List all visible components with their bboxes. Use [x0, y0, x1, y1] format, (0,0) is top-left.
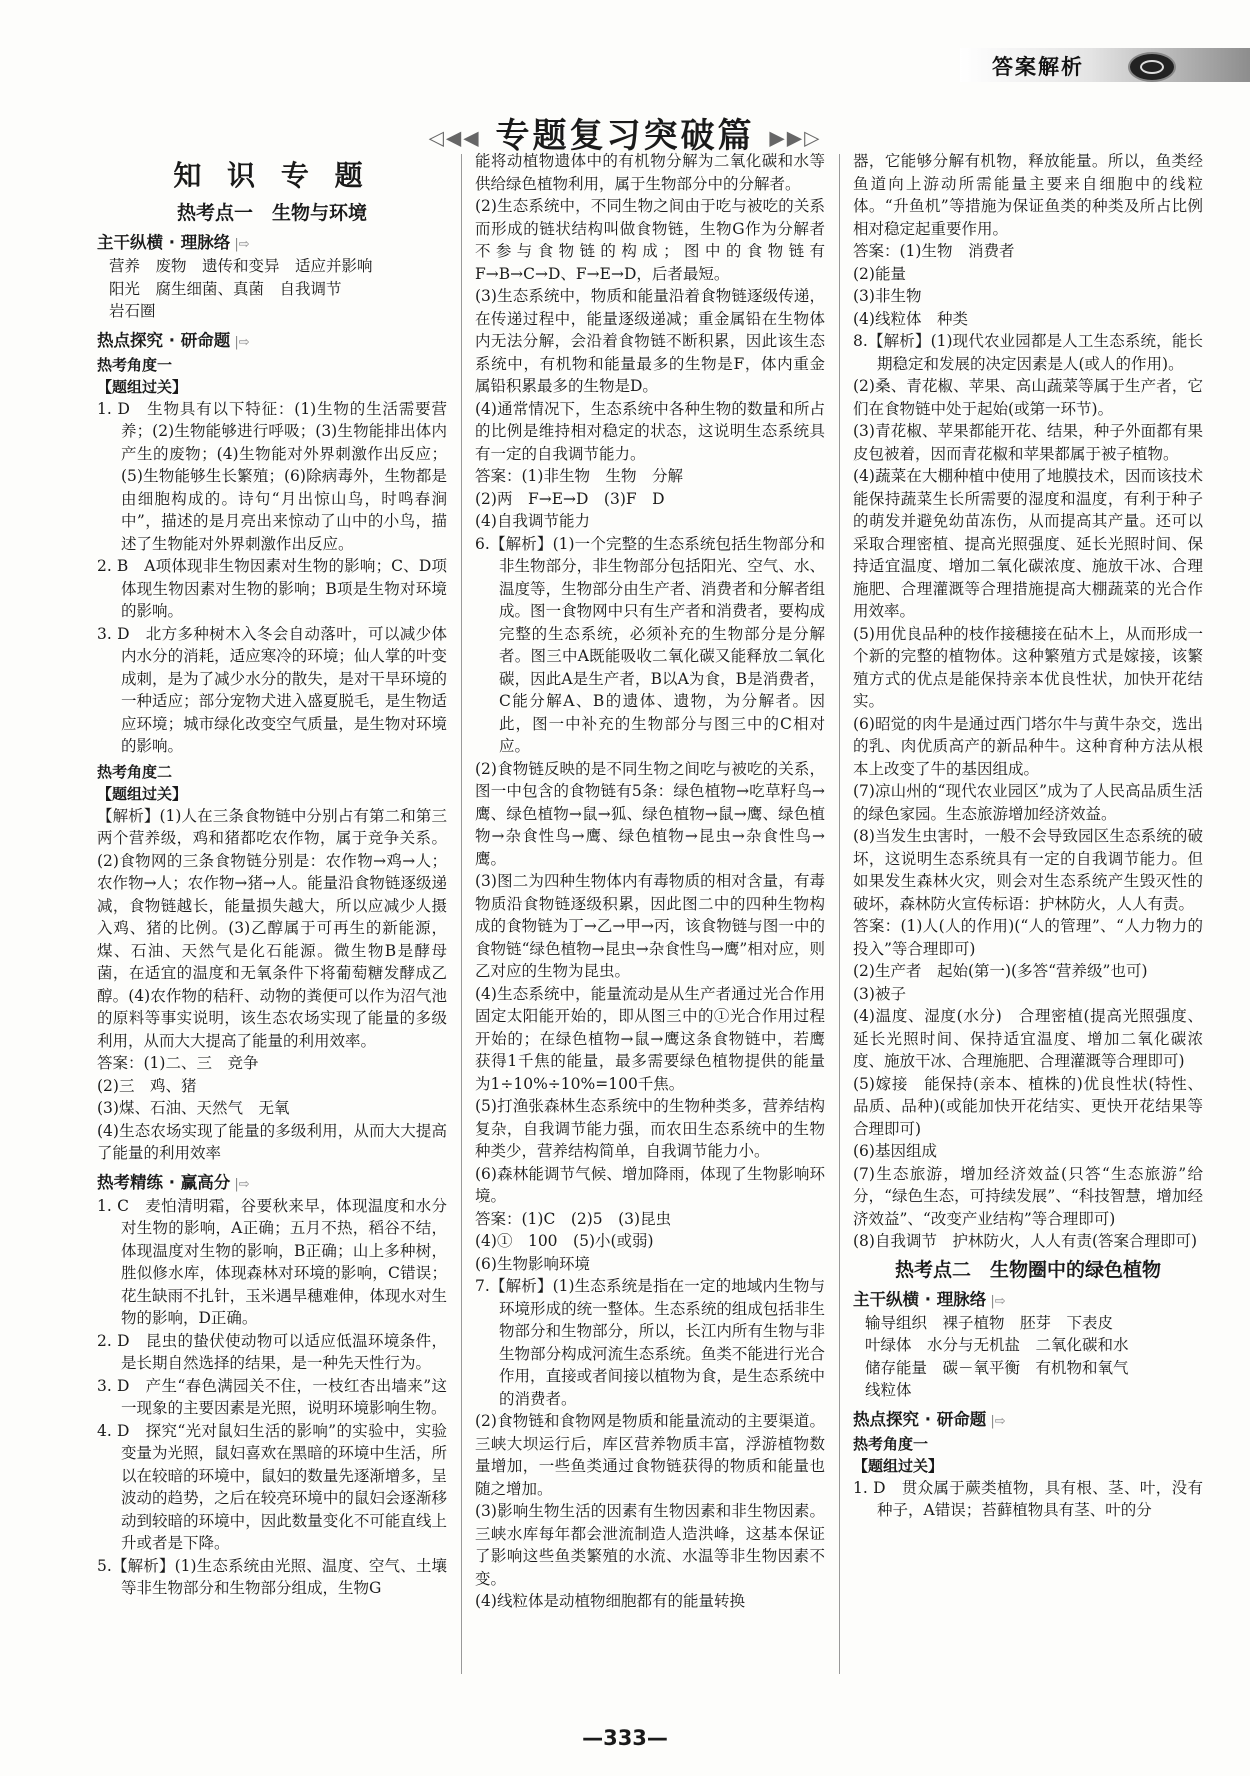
group-heading: 【题组过关】 [853, 1456, 944, 1475]
right-arrows-icon: ▶▶▷ [769, 125, 822, 150]
content-columns [97, 150, 1235, 1680]
column-3 [853, 150, 1203, 1680]
answer-line: (3)被子 [853, 984, 906, 1003]
analysis-paragraph: 6.【解析】(1)一个完整的生态系统包括生物部分和非生物部分，非生物部分包括阳光、空气、水、温度等，生物部分由生产者、消费者和分解者组成。图一食物网中只有生产者和消费者，要构成完整的生态系统，必须补充的生物部分是分解者。图三中A既能吸收二氧化碳又能释放二氧化碳，因此A是生产者，B以A为食，B是消费者，C能分解A、B的遗体、遗物，为分解者。因此，图一中补充的生物部分与图三中的C相对应。 [475, 534, 825, 755]
answer-line: (2)三 鸡、猪 [97, 1076, 197, 1095]
answer-paragraph: 1. D 贯众属于蕨类植物，具有根、茎、叶，没有种子，A错误；苔藓植物具有茎、叶的分 [853, 1478, 1203, 1519]
answer-line: (8)自我调节 护林防火，人人有责(答案合理即可) [853, 1232, 1198, 1250]
analysis-paragraph: 7.【解析】(1)生态系统是指在一定的地域内生物与环境形成的统一整体。生态系统的组成包括非生物部分和生物部分，所以，长江内所有生物与非生物部分构成河流生态系统。鱼类不能进行光合作用，直接或者间接以植物为食，是生态系统中的消费者。 [475, 1277, 825, 1408]
keyword-line: 线粒体 [865, 1381, 912, 1399]
answer-line: (4)线粒体 种类 [853, 309, 968, 328]
keyword-line: 岩石圈 [109, 302, 156, 320]
analysis-paragraph: (4)通常情况下，生态系统中各种生物的数量和所占的比例是维持相对稳定的状态，这说明生态系统具有一定的自我调节能力。 [475, 399, 825, 463]
page-banner [0, 108, 1250, 156]
answer-line: (6)基因组成 [853, 1142, 937, 1160]
analysis-paragraph: (5)打渔张森林生态系统中的生物种类多，营养结构复杂，自我调节能力强，而农田生态系统中的生物种类少，营养结构简单，自我调节能力小。 [475, 1097, 825, 1160]
analysis-paragraph: (3)影响生物生活的因素有生物因素和非生物因素。三峡水库每年都会泄流制造人造洪峰，这基本保证了影响这些鱼类繁殖的水流、水温等非生物因素不变。 [475, 1502, 825, 1588]
analysis-paragraph: (3)青花椒、苹果都能开花、结果，种子外面都有果皮包被着，因而青花椒和苹果都属于被子植物。 [853, 422, 1203, 463]
angle-heading: 热考角度一 [853, 1434, 929, 1453]
answer-line: 答案：(1)人(人的作用)(“人的管理”、“人力物力的投入”等合理即可) [853, 917, 1203, 958]
header-tab [960, 48, 1250, 82]
analysis-paragraph: (3)图二为四种生物体内有毒物质的相对含量，有毒物质沿食物链逐级积累，因此图二中的四种生物构成的食物链为丁→乙→甲→丙，该食物链与图一中的食物链“绿色植物→昆虫→杂食性鸟→鹰”相对应，则乙对应的生物为昆虫。 [475, 872, 825, 980]
answer-line: (5)嫁接 能保持(亲本、植株的)优良性状(特性、品质、品种)(或能加快开花结实、更快开花结果等合理即可) [853, 1074, 1203, 1138]
keyword-line: 营养 废物 遗传和变异 适应并影响 [109, 257, 373, 275]
analysis-paragraph: (2)生态系统中，不同生物之间由于吃与被吃的关系而形成的链状结构叫做食物链，生物G作为分解者不参与食物链的构成；图中的食物链有F→B→C→D、F→E→D，后者最短。 [475, 197, 825, 283]
analysis-paragraph: 能将动植物遗体中的有机物分解为二氧化碳和水等供给绿色植物利用，属于生物部分中的分解者。 [475, 152, 825, 193]
page-number: —333— [582, 1726, 668, 1750]
hotpoint-title: 热考点一 生物与环境 [176, 202, 367, 224]
answer-line: (4)温度、湿度(水分) 合理密植(提高光照强度、延长光照时间、保持适宜温度、增加二氧化碳浓度、施放干冰、合理施肥、合理灌溉等合理即可) [853, 1007, 1203, 1070]
answer-paragraph: 1. D 生物具有以下特征：(1)生物的生活需要营养；(2)生物能够进行呼吸；(3)生物能排出体内产生的废物；(4)生物能对外界刺激作出反应；(5)生物能够生长繁殖；(6)除病毒外，生物都是由细胞构成的。诗句“月出惊山鸟，时鸣春涧中”，描述的是月亮出来惊动了山中的小鸟，描述了生物能对外界刺激作出反应。 [97, 399, 447, 553]
analysis-paragraph: 8.【解析】(1)现代农业园都是人工生态系统，能长期稳定和发展的决定因素是人(或人的作用)。 [853, 332, 1203, 373]
subsection-heading: 热点探究 · 研命题 |⇨ [853, 1406, 1203, 1430]
answer-paragraph: 3. D 北方多种树木入冬会自动落叶，可以减少体内水分的消耗，适应寒冷的环境；仙人掌的叶变成刺，是为了减少水分的散失，是对干旱环境的一种适应；部分宠物犬进入盛夏脱毛，是生物适应环境；城市绿化改变空气质量，是生物对环境的影响。 [97, 624, 447, 755]
analysis-paragraph: 器，它能够分解有机物，释放能量。所以，鱼类经鱼道向上游动所需能量主要来自细胞中的线粒体。“升鱼机”等措施为保证鱼类的种类及所占比例相对稳定起重要作用。 [853, 152, 1203, 238]
column-divider [461, 154, 462, 1674]
answer-line: (4)生态农场实现了能量的多级利用，从而大大提高了能量的利用效率 [97, 1121, 447, 1162]
keyword-line: 叶绿体 水分与无机盐 二氧化碳和水 [865, 1336, 1129, 1354]
emblem-icon [1128, 52, 1176, 82]
answer-paragraph: 2. D 昆虫的蛰伏使动物可以适应低温环境条件，是长期自然选择的结果，是一种先天性行为。 [97, 1331, 447, 1372]
section-title: 知 识 专 题 [173, 159, 371, 192]
analysis-paragraph: (6)森林能调节气候、增加降雨，体现了生物影响环境。 [475, 1164, 825, 1205]
answer-line: 答案：(1)非生物 生物 分解 [475, 467, 683, 485]
analysis-paragraph: (3)生态系统中，物质和能量沿着食物链逐级传递，在传递过程中，能量逐级递减；重金属铅在生物体内无法分解，会沿着食物链不断积累，因此该生态系统中，有机物和能量最多的生物是F，体内重金属铅积累最多的生物是D。 [475, 287, 825, 395]
answer-line: (2)两 F→E→D (3)F D [475, 489, 665, 508]
keyword-line: 阳光 腐生细菌、真菌 自我调节 [109, 279, 342, 298]
subsection-heading: 热点探究 · 研命题 |⇨ [97, 327, 447, 351]
answer-paragraph: 1. C 麦怕清明霜，谷要秋来早，体现温度和水分对生物的影响，A正确；五月不热，稻谷不结，体现温度对生物的影响，B正确；山上多种树，胜似修水库，体现森林对环境的影响，C错误；花生缺雨不扎针，玉米遇旱穗难伸，体现水对生物的影响，D正确。 [97, 1196, 447, 1327]
answer-line: 答案：(1)生物 消费者 [853, 242, 1015, 260]
analysis-paragraph: (2)食物链反映的是不同生物之间吃与被吃的关系，图一中包含的食物链有5条：绿色植物→吃草籽鸟→鹰、绿色植物→鼠→狐、绿色植物→鼠→鹰、绿色植物→杂食性鸟→鹰、绿色植物→昆虫→杂食性鸟→鹰。 [475, 759, 825, 868]
analysis-paragraph: (7)凉山州的“现代农业园区”成为了人民高品质生活的绿色家园。生态旅游增加经济效益。 [853, 782, 1203, 823]
analysis-paragraph: (8)当发生虫害时，一般不会导致园区生态系统的破坏，这说明生态系统具有一定的自我调节能力。但如果发生森林火灾，则会对生态系统产生毁灭性的破坏，森林防火宣传标语：护林防火，人人有责。 [853, 827, 1203, 913]
analysis-paragraph: (2)食物链和食物网是物质和能量流动的主要渠道。三峡大坝运行后，库区营养物质丰富，浮游植物数量增加，一些鱼类通过食物链获得的物质和能量也随之增加。 [475, 1412, 825, 1498]
answer-paragraph: 2. B A项体现非生物因素对生物的影响；C、D项体现生物因素对生物的影响；B项是生物对环境的影响。 [97, 557, 447, 620]
analysis-paragraph: (2)桑、青花椒、苹果、高山蔬菜等属于生产者，它们在食物链中处于起始(或第一环节)。 [853, 377, 1203, 418]
column-2 [475, 150, 825, 1680]
group-heading: 【题组过关】 [97, 377, 188, 396]
angle-heading: 热考角度二 [97, 762, 173, 781]
answer-paragraph: 5.【解析】(1)生态系统由光照、温度、空气、土壤等非生物部分和生物部分组成，生物G [97, 1556, 447, 1597]
analysis-paragraph: (4)生态系统中，能量流动是从生产者通过光合作用固定太阳能开始的，即从图三中的①光合作用过程开始的；在绿色植物→鼠→鹰这条食物链中，若鹰获得1千焦的能量，最多需要绿色植物提供的能量为1÷10%÷10%=100千焦。 [475, 984, 825, 1093]
analysis-paragraph: 【解析】(1)人在三条食物链中分别占有第二和第三两个营养级，鸡和猪都吃农作物，属于竞争关系。(2)食物网的三条食物链分别是：农作物→鸡→人；农作物→人；农作物→猪→人。能量沿食物链逐级递减，食物链越长，能量损失越大，所以应减少人摄入鸡、猪的比例。(3)乙醇属于可再生的新能源，煤、石油、天然气是化石能源。微生物B是酵母菌，在适宜的温度和无氧条件下将葡萄糖发酵成乙醇。(4)农作物的秸秆、动物的粪便可以作为沼气池的原料等事实说明，该生态农场实现了能量的多级利用，从而大大提高了能量的利用效率。 [97, 806, 447, 1050]
group-heading: 【题组过关】 [97, 784, 188, 803]
keyword-line: 储存能量 碳－氧平衡 有机物和氧气 [865, 1358, 1129, 1377]
answer-line: (3)非生物 [853, 287, 922, 305]
answer-line: (3)煤、石油、天然气 无氧 [97, 1099, 290, 1117]
analysis-paragraph: (5)用优良品种的枝作接穗接在砧木上，从而形成一个新的完整的植物体。这种繁殖方式是嫁接，该繁殖方式的优点是能保持亲本优良性状，加快开花结实。 [853, 624, 1203, 710]
analysis-paragraph: (4)蔬菜在大棚种植中使用了地膜技术，因而该技术能保持蔬菜生长所需要的湿度和温度，有利于种子的萌发并避免幼苗冻伤，从而提高其产量。还可以采取合理密植、提高光照强度、延长光照时间、保持适宜温度、增加二氧化碳浓度、施放干冰、合理施肥、合理灌溉等合理措施提高大棚蔬菜的光合作用效率。 [853, 467, 1203, 620]
keyword-line: 输导组织 裸子植物 胚芽 下表皮 [865, 1313, 1114, 1332]
hotpoint-title: 热考点二 生物圈中的绿色植物 [894, 1258, 1161, 1281]
angle-heading: 热考角度一 [97, 355, 173, 374]
answer-line: (4)① 100 (5)小(或弱) [475, 1232, 654, 1250]
analysis-paragraph: (6)昭觉的肉牛是通过西门塔尔牛与黄牛杂交，选出的乳、肉优质高产的新品种牛。这种育种方法从根本上改变了牛的基因组成。 [853, 714, 1203, 778]
answer-paragraph: 4. D 探究“光对鼠妇生活的影响”的实验中，实验变量为光照，鼠妇喜欢在黑暗的环境中生活，所以在较暗的环境中，鼠妇的数量先逐渐增多，呈波动的趋势，之后在较亮环境中的鼠妇会逐渐移动到较暗的环境中，因此数量变化不可能直线上升或者是下降。 [97, 1421, 447, 1552]
column-1 [97, 150, 447, 1680]
left-arrows-icon: ◁◀◀ [428, 125, 481, 150]
answer-line: (2)能量 [853, 264, 906, 283]
answer-line: (7)生态旅游，增加经济效益(只答“生态旅游”给分，“绿色生态，可持续发展”、“科技智慧，增加经济效益”、“改变产业结构”等合理即可) [853, 1164, 1203, 1228]
subsection-heading: 主干纵横 · 理脉络 |⇨ [853, 1286, 1203, 1310]
subsection-heading: 热考精练 · 赢高分 |⇨ [97, 1169, 447, 1193]
column-divider [839, 154, 840, 1674]
banner-title: 专题复习突破篇 [495, 116, 755, 156]
answer-line: (6)生物影响环境 [475, 1254, 590, 1273]
answer-paragraph: 3. D 产生“春色满园关不住，一枝红杏出墙来”这一现象的主要因素是光照，说明环境影响生物。 [97, 1376, 447, 1417]
answer-line: 答案：(1)二、三 竞争 [97, 1054, 259, 1072]
subsection-heading: 主干纵横 · 理脉络 |⇨ [97, 229, 447, 253]
header-label: 答案解析 [992, 55, 1084, 79]
answer-line: (4)自我调节能力 [475, 512, 590, 530]
answer-line: 答案：(1)C (2)5 (3)昆虫 [475, 1209, 672, 1228]
analysis-paragraph: (4)线粒体是动植物细胞都有的能量转换 [475, 1592, 745, 1610]
answer-line: (2)生产者 起始(第一)(多答“营养级”也可) [853, 962, 1148, 980]
